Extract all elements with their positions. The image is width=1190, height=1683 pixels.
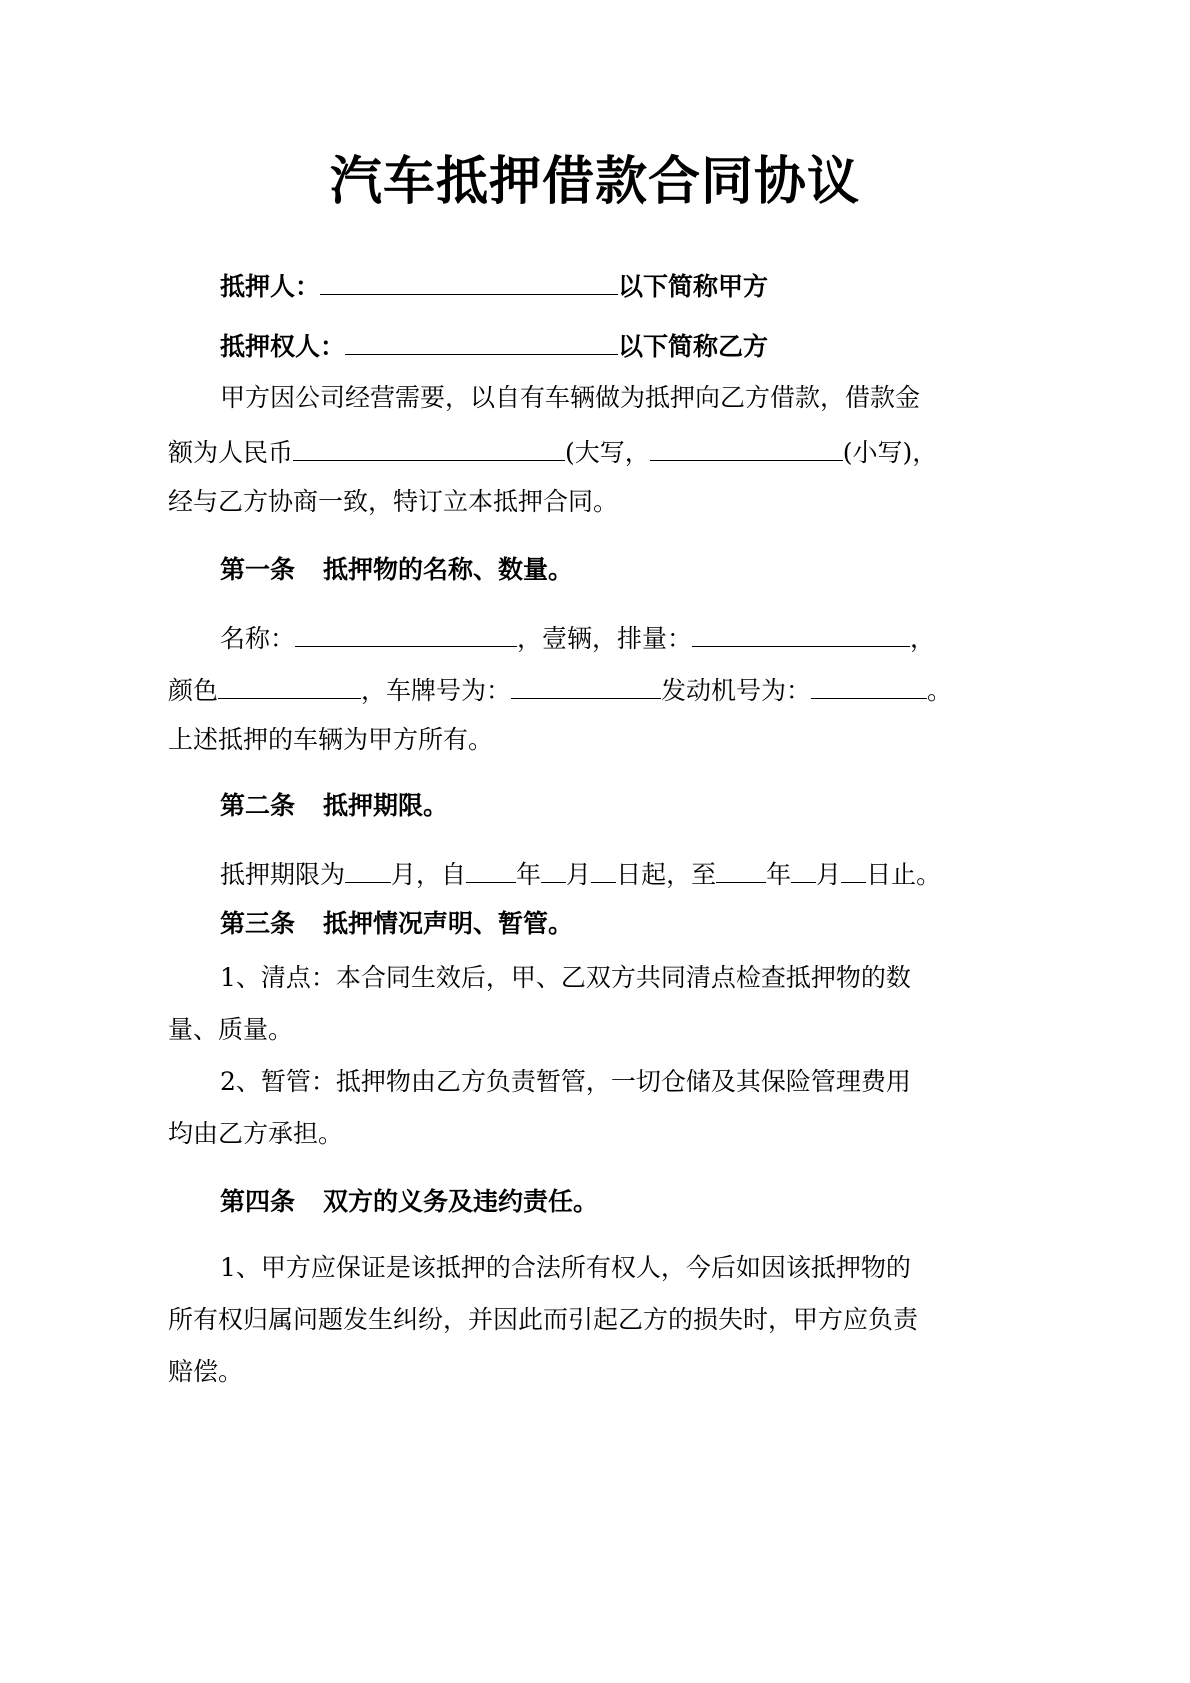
engine-label: 发动机号为：	[661, 676, 812, 705]
article-4-item-1-line-2: 所有权归属问题发生纠纷，并因此而引起乙方的损失时，甲方应负责	[168, 1305, 919, 1334]
article-4-item-1-line-3: 赔偿。	[168, 1357, 244, 1386]
end-year-blank	[716, 852, 766, 883]
article-3-item-2-line-1: 2、暂管：抵押物由乙方负责暂管，一切仓储及其保险管理费用	[220, 1067, 911, 1096]
month-label: 月	[566, 860, 592, 889]
plate-label: ，车牌号为：	[361, 676, 512, 705]
end-day-blank	[841, 852, 866, 883]
article-4-heading	[220, 1182, 598, 1222]
engine-blank	[811, 668, 927, 699]
mortgagor-suffix: 以下简称甲方	[618, 272, 769, 301]
article-3-title: 抵押情况声明、暂管。	[323, 909, 574, 938]
amount-upper-label: (大写，	[565, 438, 650, 467]
article-3-number: 第三条	[220, 909, 296, 938]
article-4-number: 第四条	[220, 1187, 296, 1216]
article-2-heading	[220, 786, 448, 826]
mortgagor-label: 抵押人：	[220, 272, 321, 301]
amount-upper-blank	[293, 430, 565, 461]
vehicle-name-line	[220, 616, 935, 659]
term-from-label: 月，自	[391, 860, 467, 889]
article-1-title: 抵押物的名称、数量。	[323, 555, 574, 584]
vehicle-name-label: 名称：	[220, 624, 296, 653]
term-months-blank	[345, 852, 391, 883]
term-line	[220, 852, 941, 895]
article-4-title: 双方的义务及违约责任。	[323, 1187, 599, 1216]
article-4-item-1-line-1: 1、甲方应保证是该抵押的合法所有权人，今后如因该抵押物的	[220, 1253, 911, 1282]
term-label: 抵押期限为	[220, 860, 346, 889]
color-blank	[218, 668, 361, 699]
mortgagee-suffix: 以下简称乙方	[618, 332, 769, 361]
start-day-blank	[591, 852, 616, 883]
article-1-heading	[220, 550, 573, 590]
ownership-line: 上述抵押的车辆为甲方所有。	[168, 725, 494, 754]
intro-line-3: 经与乙方协商一致，特订立本抵押合同。	[168, 487, 619, 516]
amount-lower-label: (小写)，	[842, 438, 938, 467]
term-to-label: 日起，至	[616, 860, 717, 889]
vehicle-name-blank	[295, 616, 517, 647]
vehicle-count-label: ，壹辆，排量：	[517, 624, 693, 653]
intro-line-1: 甲方因公司经营需要，以自有车辆做为抵押向乙方借款，借款金	[220, 383, 921, 412]
mortgagor-blank	[320, 264, 618, 295]
mortgagor-line	[220, 264, 768, 307]
month-label: 月	[816, 860, 842, 889]
year-label: 年	[516, 860, 542, 889]
intro-line-2	[168, 430, 937, 473]
color-label: 颜色	[168, 676, 219, 705]
document-title: 汽车抵押借款合同协议	[329, 151, 860, 212]
article-3-item-1-line-1: 1、清点：本合同生效后，甲、乙双方共同清点检查抵押物的数	[220, 963, 911, 992]
mortgagee-line	[220, 324, 768, 367]
term-end-label: 日止。	[866, 860, 942, 889]
article-1-number: 第一条	[220, 555, 296, 584]
year-label: 年	[766, 860, 792, 889]
article-2-title: 抵押期限。	[323, 791, 449, 820]
end-month-blank	[791, 852, 816, 883]
article-3-item-1-line-2: 量、质量。	[168, 1015, 294, 1044]
start-year-blank	[466, 852, 516, 883]
vehicle-color-line	[168, 668, 952, 711]
amount-label: 额为人民币	[168, 438, 294, 467]
mortgagee-blank	[345, 324, 618, 355]
article-3-heading	[220, 904, 573, 944]
displacement-blank	[692, 616, 910, 647]
amount-lower-blank	[650, 430, 843, 461]
start-month-blank	[541, 852, 566, 883]
comma: ，	[910, 624, 936, 653]
mortgagee-label: 抵押权人：	[220, 332, 346, 361]
plate-blank	[511, 668, 661, 699]
article-2-number: 第二条	[220, 791, 296, 820]
period: 。	[927, 676, 953, 705]
article-3-item-2-line-2: 均由乙方承担。	[168, 1119, 344, 1148]
